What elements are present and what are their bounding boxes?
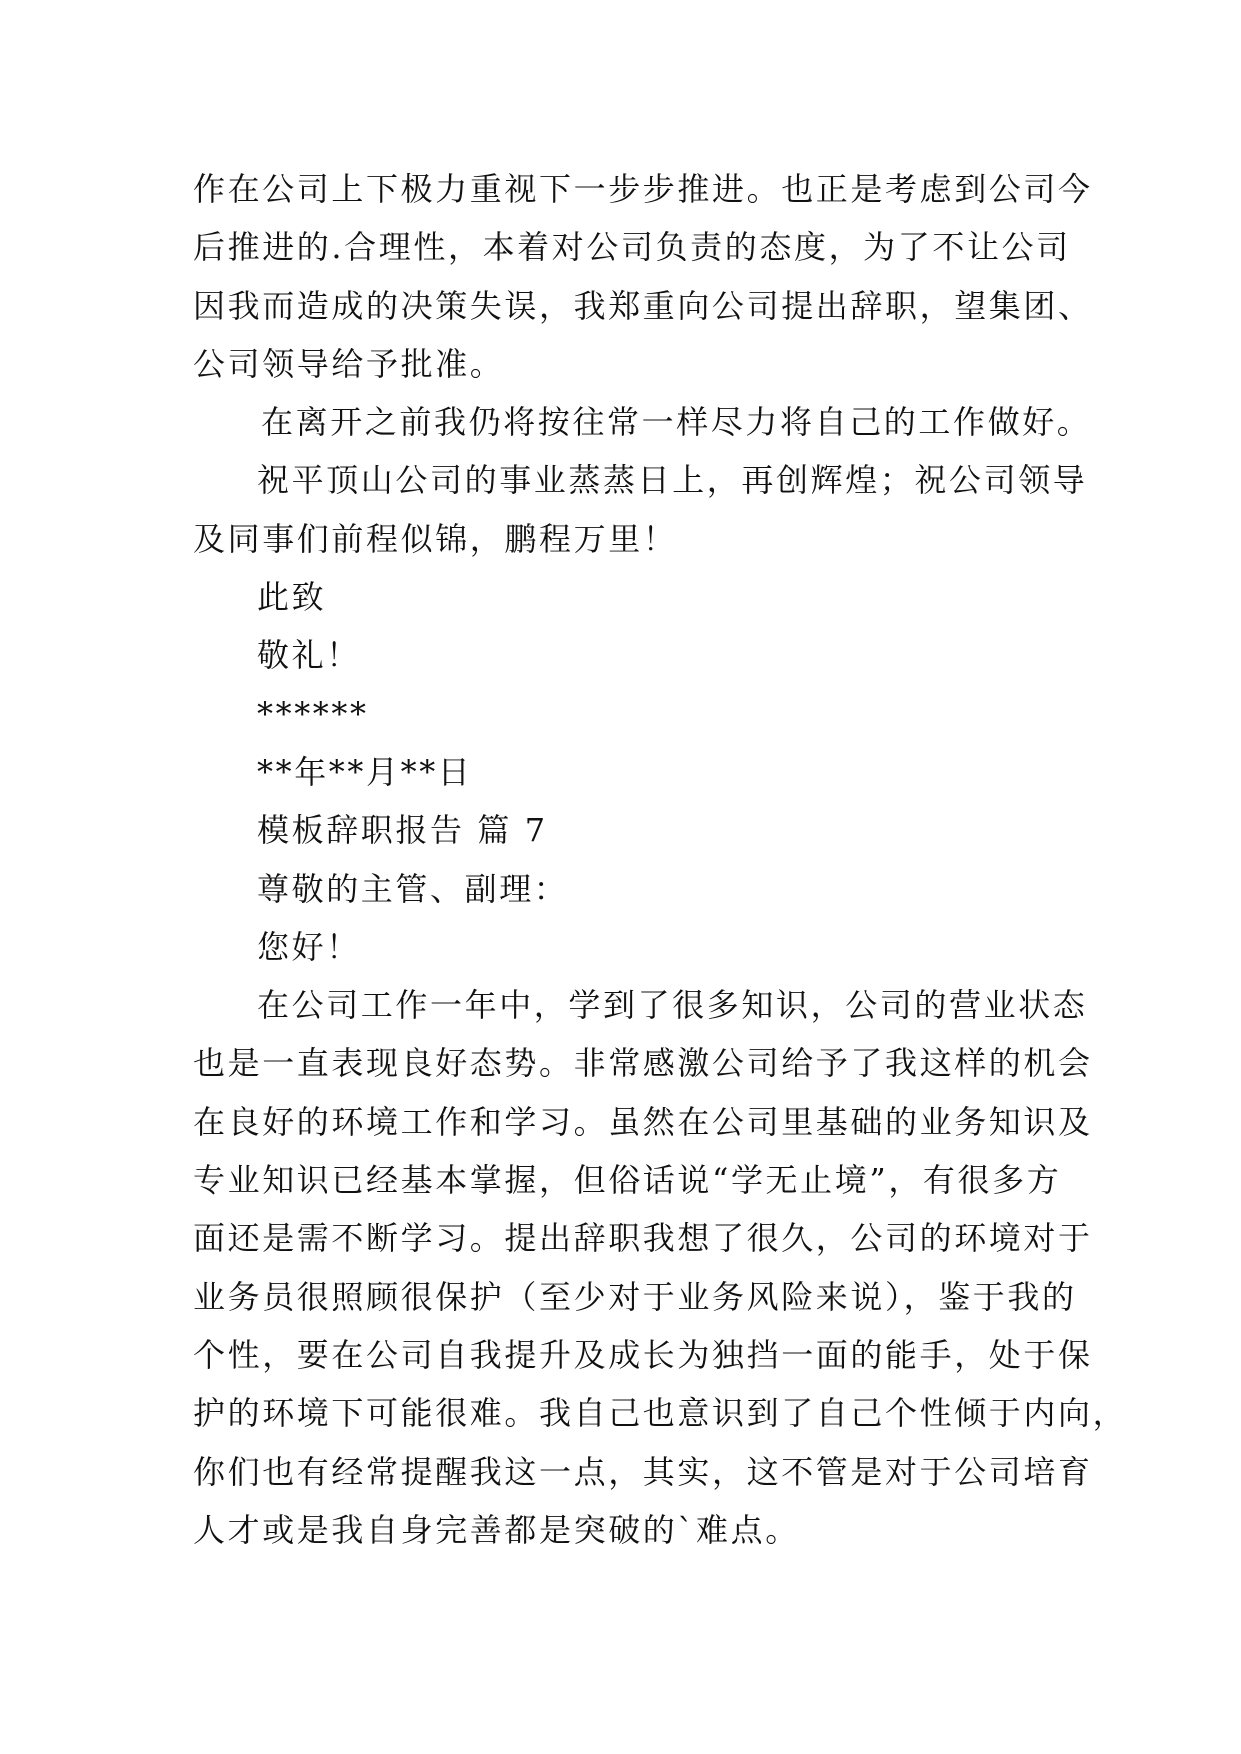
paragraph-line: 你们也有经常提醒我这一点，其实，这不管是对于公司培育	[193, 1452, 1093, 1491]
greeting: 您好！	[257, 927, 361, 966]
paragraph-line: 作在公司上下极力重视下一步步推进。也正是考虑到公司今	[193, 170, 1093, 208]
paragraph-line: 专业知识已经基本掌握，但俗话说“学无止境”，有很多方	[193, 1161, 1062, 1200]
paragraph-line: 在良好的环境工作和学习。虽然在公司里基础的业务知识及	[193, 1102, 1093, 1141]
paragraph-line: 因我而造成的决策失误，我郑重向公司提出辞职，望集团、	[193, 286, 1093, 325]
paragraph-line: 面还是需不断学习。提出辞职我想了很久，公司的环境对于	[193, 1219, 1093, 1258]
paragraph-line: 后推进的.合理性，本着对公司负责的态度，为了不让公司	[193, 228, 1071, 267]
section-title: 模板辞职报告 篇 7	[257, 811, 548, 850]
letter-body	[193, 160, 1128, 1559]
paragraph-line: 护的环境下可能很难。我自己也意识到了自己个性倾于内向，	[193, 1394, 1128, 1433]
signature: ******	[257, 694, 369, 733]
closing-line: 敬礼！	[257, 636, 361, 675]
paragraph-line: 业务员很照顾很保护（至少对于业务风险来说），鉴于我的	[193, 1277, 1077, 1316]
paragraph-line: 人才或是我自身完善都是突破的`难点。	[193, 1510, 800, 1549]
paragraph-line: 在离开之前我仍将按往常一样尽力将自己的工作做好。	[261, 403, 1092, 442]
date: **年**月**日	[257, 752, 473, 791]
paragraph-line: 及同事们前程似锦，鹏程万里！	[193, 519, 678, 558]
paragraph-line: 也是一直表现良好态势。非常感激公司给予了我这样的机会	[193, 1044, 1093, 1083]
paragraph-line: 在公司工作一年中，学到了很多知识，公司的营业状态	[257, 986, 1088, 1025]
closing-line: 此致	[257, 578, 327, 617]
paragraph-line: 个性，要在公司自我提升及成长为独挡一面的能手，处于保	[193, 1335, 1093, 1374]
paragraph-line: 祝平顶山公司的事业蒸蒸日上，再创辉煌；祝公司领导	[257, 461, 1088, 500]
paragraph-line: 公司领导给予批准。	[193, 344, 505, 383]
salutation: 尊敬的主管、副理：	[257, 869, 569, 908]
